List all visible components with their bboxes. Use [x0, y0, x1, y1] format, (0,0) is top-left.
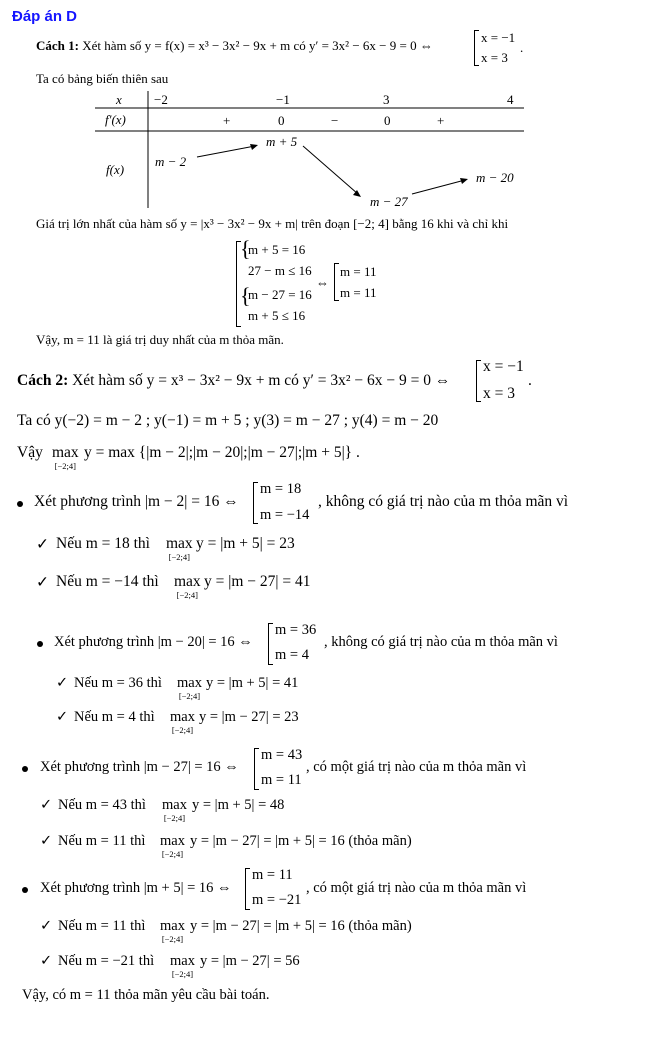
- check-icon: ✓: [36, 536, 49, 553]
- table-x-value: −1: [276, 92, 290, 107]
- check-1-1-pre: Nếu m = 18 thì: [56, 535, 150, 552]
- bullet-dot: [37, 641, 43, 647]
- bullet-4-sol-2: m = −21: [252, 892, 302, 908]
- method2-root-2: x = 3: [483, 385, 515, 402]
- method2-bracket: [476, 360, 481, 402]
- check-icon: ✓: [40, 953, 53, 969]
- bullet-4-text: Xét phương trình |m + 5| = 16 ⇔: [40, 880, 232, 896]
- bullet-2-sol-2: m = 4: [275, 647, 309, 663]
- table-f-value: m − 2: [155, 154, 187, 169]
- method1-period: .: [520, 40, 524, 55]
- max-operator: [170, 953, 195, 978]
- max-word: max: [160, 918, 185, 934]
- bullet-4-tail: , có một giá trị nào của m thỏa mãn vì: [306, 880, 527, 896]
- bullet-1-sol-1: m = 18: [260, 481, 302, 497]
- check-3-2-pre: Nếu m = 11 thì: [58, 833, 146, 849]
- table-x-label: x: [116, 92, 122, 107]
- bullet-2-sol-1: m = 36: [275, 622, 317, 638]
- method2-title: Cách 2:: [17, 372, 69, 389]
- max-operator: [52, 444, 79, 470]
- method2-derivative: Xét hàm số y = x³ − 3x² − 9x + m có y′ = 3x² − 6x − 9 = 0 ⇔: [72, 372, 451, 389]
- bullet-2-bracket: [268, 623, 273, 665]
- system-b-eq1: m − 27 = 16: [248, 287, 312, 302]
- max-condition: Giá trị lớn nhất của hàm số y = |x³ − 3x² − 9x + m| trên đoạn [−2; 4] bằng 16 khi và chỉ khi: [36, 216, 509, 231]
- table-x-value: 4: [507, 92, 514, 107]
- max-interval: [−2;4]: [171, 725, 194, 735]
- max-word: max: [160, 833, 185, 849]
- check-4-1-post: y = |m − 27| = |m + 5| = 16 (thỏa mãn): [190, 918, 412, 934]
- table-fp-zero: 0: [278, 113, 285, 128]
- check-icon: ✓: [40, 833, 53, 849]
- check-3-1-pre: Nếu m = 43 thì: [58, 797, 146, 813]
- check-4-1-pre: Nếu m = 11 thì: [58, 918, 146, 934]
- table-f-value: m + 5: [266, 134, 298, 149]
- table-x-value: 3: [383, 92, 390, 107]
- max-interval: [−2;4]: [161, 934, 184, 944]
- check-1-2-post: y = |m − 27| = 41: [204, 573, 311, 590]
- check-icon: ✓: [56, 709, 69, 725]
- table-fp-sign: +: [437, 113, 445, 128]
- bullet-3-text: Xét phương trình |m − 27| = 16 ⇔: [40, 759, 239, 775]
- max-interval: [−2;4]: [178, 691, 201, 701]
- check-4-2-post: y = |m − 27| = 56: [200, 953, 300, 969]
- max-operator: [166, 535, 193, 561]
- method2-period: .: [528, 372, 532, 389]
- variation-table-lines: [0, 0, 648, 215]
- bullet-4-bracket: [245, 868, 250, 910]
- function-values: Ta có y(−2) = m − 2 ; y(−1) = m + 5 ; y(3) = m − 27 ; y(4) = m − 20: [17, 412, 439, 429]
- max-word: max: [177, 675, 202, 691]
- max-operator: [174, 573, 201, 599]
- bullet-3-sol-2: m = 11: [261, 772, 302, 788]
- check-3-1-post: y = |m + 5| = 48: [192, 797, 285, 813]
- brace-a: {: [240, 236, 251, 261]
- bullet-1-bracket: [253, 482, 258, 524]
- check-icon: ✓: [36, 574, 49, 591]
- max-interval: [−2;4]: [163, 813, 186, 823]
- bullet-3-tail: , có một giá trị nào của m thỏa mãn vì: [306, 759, 527, 775]
- bullet-dot: [22, 887, 28, 893]
- brace-b: {: [240, 283, 251, 308]
- bullet-3-sol-1: m = 43: [261, 747, 303, 763]
- max-operator: [162, 797, 187, 822]
- table-fp-sign: −: [331, 113, 339, 128]
- max-word: max: [162, 797, 187, 813]
- method1-derivative: Xét hàm số y = f(x) = x³ − 3x² − 9x + m có y′ = 3x² − 6x − 9 = 0 ⇔: [82, 38, 433, 53]
- result-eq1: m = 11: [340, 264, 377, 279]
- max-interval: [−2;4]: [54, 461, 76, 471]
- table-f-value: m − 27: [370, 194, 408, 209]
- method2-root-1: x = −1: [483, 358, 524, 375]
- bullet-dot: [17, 501, 23, 507]
- max-interval: [−2;4]: [171, 969, 194, 979]
- vay-word: Vậy: [17, 444, 43, 461]
- result-eq2: m = 11: [340, 285, 377, 300]
- max-interval: [−2;4]: [161, 849, 184, 859]
- check-icon: ✓: [40, 918, 53, 934]
- table-fp-label: f′(x): [105, 112, 126, 127]
- result-bracket: [334, 263, 339, 301]
- check-4-2-pre: Nếu m = −21 thì: [58, 953, 155, 969]
- system-a-eq2: 27 − m ≤ 16: [248, 263, 312, 278]
- max-interval: [−2;4]: [168, 552, 190, 562]
- check-2-2-post: y = |m − 27| = 23: [199, 709, 299, 725]
- bullet-1-sol-2: m = −14: [260, 507, 310, 523]
- bullet-dot: [22, 766, 28, 772]
- check-2-1-pre: Nếu m = 36 thì: [74, 675, 162, 691]
- bullet-1-tail: , không có giá trị nào của m thỏa mãn vì: [318, 493, 569, 510]
- system-b-eq2: m + 5 ≤ 16: [248, 308, 306, 323]
- table-x-value: −2: [154, 92, 168, 107]
- max-expression: y = max {|m − 2|;|m − 20|;|m − 27|;|m + 5|} .: [84, 444, 360, 461]
- max-operator: [177, 675, 202, 700]
- check-3-2-post: y = |m − 27| = |m + 5| = 16 (thỏa mãn): [190, 833, 412, 849]
- table-fp-zero: 0: [384, 113, 391, 128]
- table-f-value: m − 20: [476, 170, 514, 185]
- method1-root-2: x = 3: [481, 50, 508, 65]
- bullet-2-text: Xét phương trình |m − 20| = 16 ⇔: [54, 634, 253, 650]
- iff-symbol: ⇔: [316, 275, 329, 290]
- bullet-4-sol-1: m = 11: [252, 867, 293, 883]
- max-word: max: [174, 573, 201, 590]
- check-icon: ✓: [40, 797, 53, 813]
- bullet-3-bracket: [254, 748, 259, 790]
- answer-header: Đáp án D: [12, 8, 78, 25]
- max-word: max: [170, 709, 195, 725]
- method1-root-1: x = −1: [481, 30, 516, 45]
- max-word: max: [166, 535, 193, 552]
- table-intro: Ta có bảng biến thiên sau: [36, 71, 169, 86]
- max-word: max: [52, 444, 79, 461]
- bullet-1-text: Xét phương trình |m − 2| = 16 ⇔: [34, 493, 239, 510]
- method1-conclusion: Vậy, m = 11 là giá trị duy nhất của m thỏa mãn.: [36, 332, 284, 347]
- max-interval: [−2;4]: [176, 590, 198, 600]
- table-fp-sign: +: [223, 113, 231, 128]
- system-a-eq1: m + 5 = 16: [248, 242, 306, 257]
- check-icon: ✓: [56, 675, 69, 691]
- check-2-1-post: y = |m + 5| = 41: [206, 675, 299, 691]
- method1-title: Cách 1:: [36, 38, 79, 53]
- max-operator: [160, 833, 185, 858]
- final-conclusion: Vậy, có m = 11 thỏa mãn yêu cầu bài toán.: [22, 987, 270, 1003]
- max-word: max: [170, 953, 195, 969]
- check-1-2-pre: Nếu m = −14 thì: [56, 573, 159, 590]
- max-operator: [170, 709, 195, 734]
- bullet-2-tail: , không có giá trị nào của m thỏa mãn vì: [324, 634, 558, 650]
- check-1-1-post: y = |m + 5| = 23: [196, 535, 295, 552]
- check-2-2-pre: Nếu m = 4 thì: [74, 709, 155, 725]
- method2-line: [17, 372, 450, 390]
- max-operator: [160, 918, 185, 943]
- table-f-label: f(x): [106, 162, 125, 177]
